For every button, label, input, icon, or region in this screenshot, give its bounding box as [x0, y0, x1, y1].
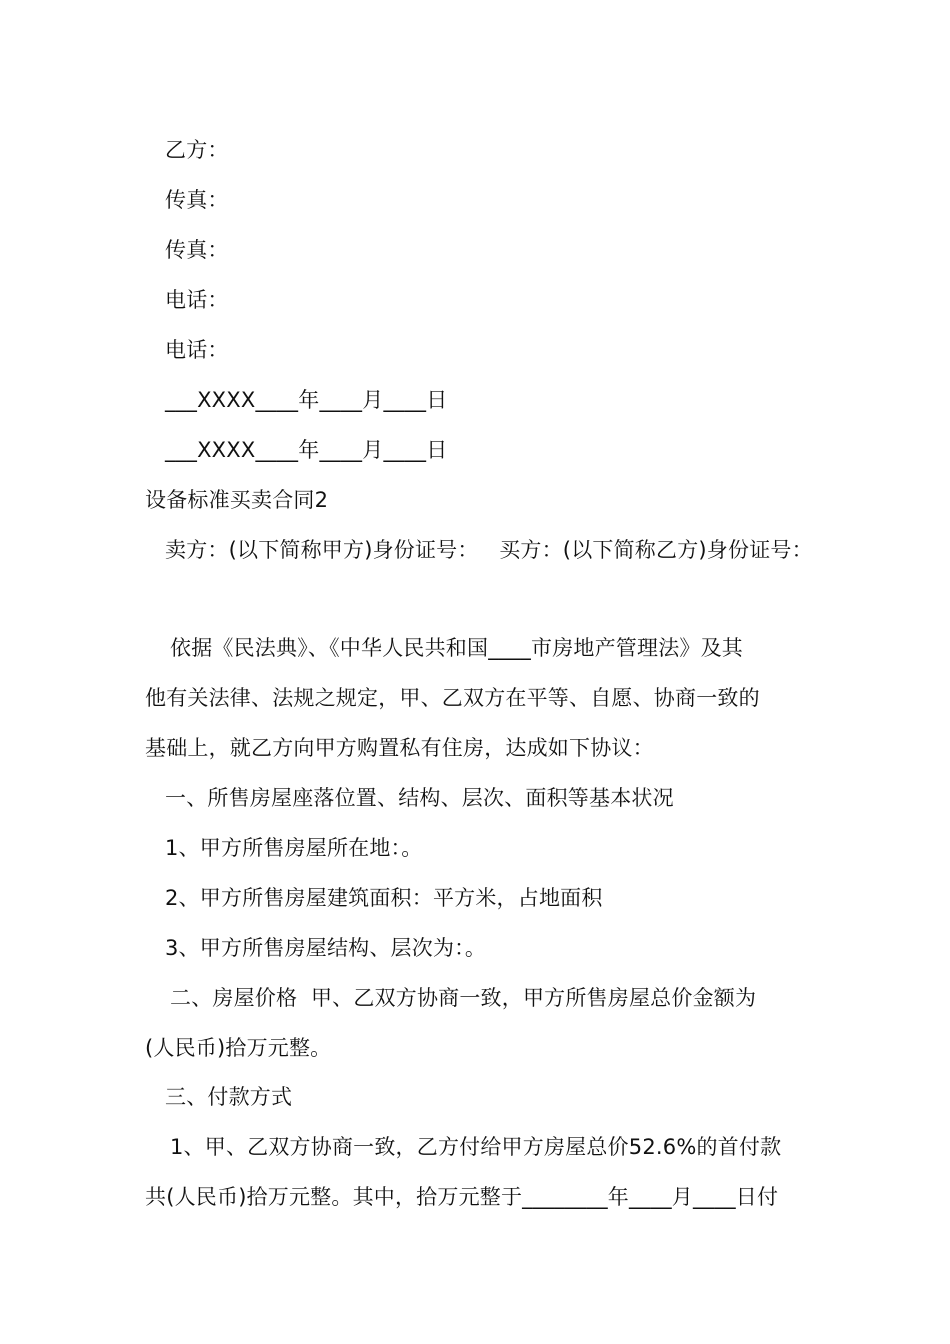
paragraph-line: 基础上，就乙方向甲方购置私有住房，达成如下协议：	[145, 736, 654, 760]
section-heading: 二、房屋价格 甲、乙双方协商一致，甲方所售房屋总价金额为	[170, 986, 757, 1010]
clause-line: 1、甲、乙双方协商一致，乙方付给甲方房屋总价52.6%的首付款	[170, 1135, 782, 1159]
clause-line: 3、甲方所售房屋结构、层次为：。	[165, 936, 487, 960]
parties-line: 卖方：(以下简称甲方)身份证号： 买方：(以下简称乙方)身份证号：	[165, 538, 813, 562]
phone-label: 电话：	[165, 338, 229, 362]
date-line: ___XXXX____年____月____日	[165, 438, 448, 462]
section-heading: 三、付款方式	[165, 1085, 293, 1109]
paragraph-line: (人民币)拾万元整。	[145, 1036, 332, 1060]
date-line: ___XXXX____年____月____日	[165, 388, 448, 412]
section-heading: 一、所售房屋座落位置、结构、层次、面积等基本状况	[165, 786, 674, 810]
clause-line: 2、甲方所售房屋建筑面积：平方米，占地面积	[165, 886, 603, 910]
paragraph-line: 依据《民法典》、《中华人民共和国____市房地产管理法》及其	[170, 636, 743, 660]
party-b-label: 乙方：	[165, 138, 229, 162]
clause-line: 1、甲方所售房屋所在地：。	[165, 836, 423, 860]
phone-label: 电话：	[165, 288, 229, 312]
contract-title: 设备标准买卖合同2	[145, 488, 329, 512]
fax-label: 传真：	[165, 238, 229, 262]
fax-label: 传真：	[165, 188, 229, 212]
paragraph-line: 共(人民币)拾万元整。其中，拾万元整于________年____月____日付	[145, 1185, 779, 1209]
paragraph-line: 他有关法律、法规之规定，甲、乙双方在平等、自愿、协商一致的	[145, 686, 760, 710]
